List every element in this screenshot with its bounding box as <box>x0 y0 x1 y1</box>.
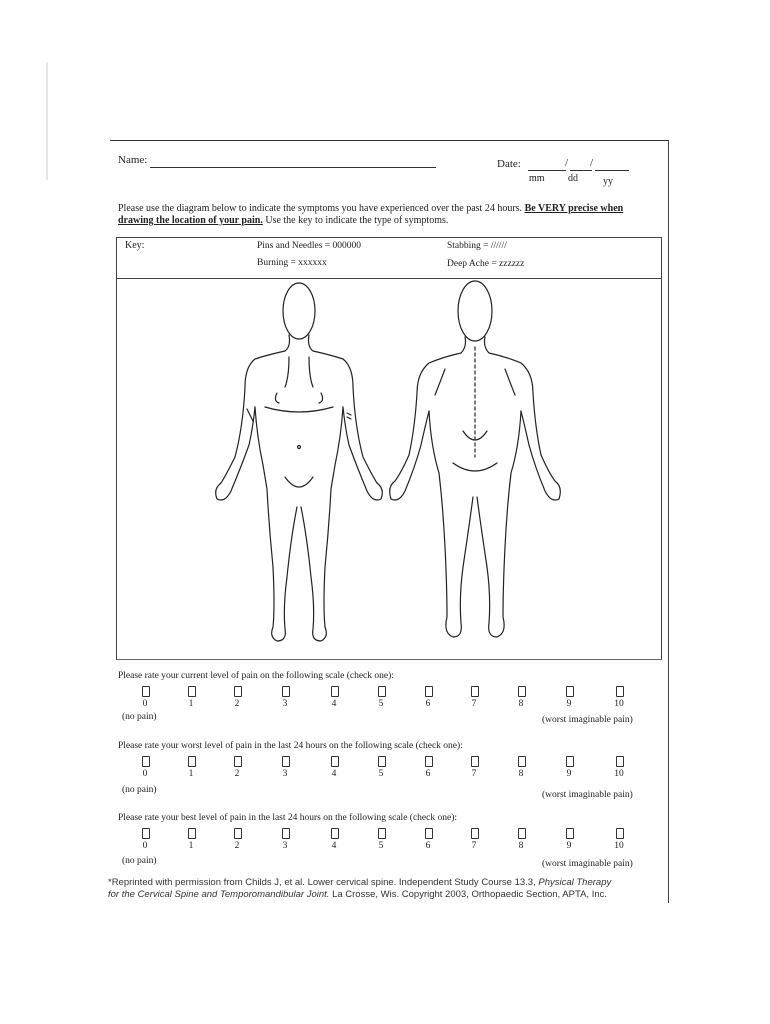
date-yy-label: yy <box>603 176 613 187</box>
scale-high-label: (worst imaginable pain) <box>542 715 633 725</box>
pain-rating-number: 8 <box>518 841 524 851</box>
body-diagram-area[interactable] <box>116 277 662 660</box>
pain-rating-number: 9 <box>566 769 572 779</box>
scale-high-label: (worst imaginable pain) <box>542 859 633 869</box>
pain-rating-number: 7 <box>471 769 477 779</box>
pain-rating-number: 1 <box>188 841 194 851</box>
pain-rating-number: 2 <box>234 841 240 851</box>
pain-rating-checkbox[interactable] <box>282 828 290 839</box>
pain-rating-checkbox[interactable] <box>234 828 242 839</box>
key-label: Key: <box>125 240 145 251</box>
pain-rating-checkbox[interactable] <box>188 828 196 839</box>
date-mm-label: mm <box>529 173 545 184</box>
scan-artifact <box>46 62 48 180</box>
pain-rating-checkbox[interactable] <box>616 828 624 839</box>
date-day-field[interactable] <box>570 170 592 171</box>
pain-rating-number: 7 <box>471 841 477 851</box>
citation-line-1: *Reprinted with permission from Childs J, et al. Lower cervical spine. Independent Study Course 13.3, Physical Therapy <box>108 877 612 888</box>
scale-low-label: (no pain) <box>122 712 157 722</box>
pain-rating-number: 9 <box>566 699 572 709</box>
pain-rating-checkbox[interactable] <box>616 756 624 767</box>
pain-rating-checkbox[interactable] <box>234 756 242 767</box>
pain-rating-checkbox[interactable] <box>471 686 479 697</box>
pain-rating-checkbox[interactable] <box>378 686 386 697</box>
pain-rating-checkbox[interactable] <box>518 686 526 697</box>
pain-rating-checkbox[interactable] <box>378 756 386 767</box>
date-year-field[interactable] <box>595 170 629 171</box>
citation-line-2: for the Cervical Spine and Temporomandibular Joint. La Crosse, Wis. Copyright 2003, Orthopaedic Section, APTA, Inc. <box>108 889 608 900</box>
scale-low-label: (no pain) <box>122 856 157 866</box>
pain-rating-checkbox[interactable] <box>378 828 386 839</box>
pain-rating-number: 10 <box>614 699 624 709</box>
name-field[interactable] <box>150 167 436 168</box>
body-outlines <box>117 277 661 659</box>
pain-rating-number: 0 <box>142 699 148 709</box>
pain-rating-number: 8 <box>518 699 524 709</box>
pain-rating-number: 6 <box>425 841 431 851</box>
date-month-field[interactable] <box>528 170 566 171</box>
scale-high-label: (worst imaginable pain) <box>542 790 633 800</box>
pain-rating-checkbox[interactable] <box>142 686 150 697</box>
pain-rating-number: 6 <box>425 769 431 779</box>
pain-rating-number: 0 <box>142 841 148 851</box>
instructions-line-2: drawing the location of your pain. Use the key to indicate the type of symptoms. <box>118 215 449 226</box>
pain-rating-number: 1 <box>188 769 194 779</box>
pain-rating-checkbox[interactable] <box>331 756 339 767</box>
front-body-figure <box>216 283 383 641</box>
key-burning: Burning = xxxxxx <box>257 258 327 268</box>
pain-rating-number: 10 <box>614 769 624 779</box>
pain-rating-number: 3 <box>282 769 288 779</box>
pain-rating-number: 1 <box>188 699 194 709</box>
pain-rating-checkbox[interactable] <box>425 828 433 839</box>
pain-rating-checkbox[interactable] <box>425 686 433 697</box>
pain-rating-checkbox[interactable] <box>142 756 150 767</box>
pain-rating-number: 3 <box>282 841 288 851</box>
pain-rating-checkbox[interactable] <box>188 756 196 767</box>
pain-rating-number: 6 <box>425 699 431 709</box>
pain-rating-checkbox[interactable] <box>518 756 526 767</box>
pain-rating-number: 5 <box>378 699 384 709</box>
citation-footer <box>108 877 668 901</box>
pain-rating-number: 5 <box>378 769 384 779</box>
pain-rating-checkbox[interactable] <box>566 756 574 767</box>
name-label: Name: <box>118 154 148 166</box>
pain-rating-checkbox[interactable] <box>331 828 339 839</box>
pain-rating-number: 5 <box>378 841 384 851</box>
date-separator: / <box>590 157 594 169</box>
pain-rating-number: 4 <box>331 769 337 779</box>
date-label: Date: <box>497 158 521 170</box>
pain-diagram-form <box>110 140 669 903</box>
pain-rating-checkbox[interactable] <box>616 686 624 697</box>
pain-rating-checkbox[interactable] <box>566 686 574 697</box>
date-separator: / <box>565 157 569 169</box>
scale-prompt: Please rate your worst level of pain in the last 24 hours on the following scale (check one): <box>118 741 463 751</box>
key-deep-ache: Deep Ache = zzzzzz <box>447 259 525 269</box>
pain-rating-checkbox[interactable] <box>142 828 150 839</box>
scale-low-label: (no pain) <box>122 785 157 795</box>
pain-rating-number: 4 <box>331 699 337 709</box>
pain-rating-checkbox[interactable] <box>471 828 479 839</box>
instructions-line-1: Please use the diagram below to indicate the symptoms you have experienced over the past 24 hours. Be VERY precise when <box>118 203 624 214</box>
pain-rating-number: 9 <box>566 841 572 851</box>
pain-rating-number: 2 <box>234 769 240 779</box>
pain-rating-number: 2 <box>234 699 240 709</box>
key-stabbing: Stabbing = ////// <box>447 241 507 251</box>
scale-prompt: Please rate your current level of pain on the following scale (check one): <box>118 671 394 681</box>
pain-rating-checkbox[interactable] <box>566 828 574 839</box>
pain-rating-checkbox[interactable] <box>518 828 526 839</box>
pain-rating-checkbox[interactable] <box>471 756 479 767</box>
date-dd-label: dd <box>568 173 578 184</box>
pain-rating-checkbox[interactable] <box>282 756 290 767</box>
pain-rating-checkbox[interactable] <box>234 686 242 697</box>
pain-rating-checkbox[interactable] <box>282 686 290 697</box>
pain-rating-number: 7 <box>471 699 477 709</box>
pain-rating-checkbox[interactable] <box>425 756 433 767</box>
pain-rating-checkbox[interactable] <box>331 686 339 697</box>
back-body-figure <box>390 281 561 637</box>
scale-prompt: Please rate your best level of pain in the last 24 hours on the following scale (check one): <box>118 813 457 823</box>
key-pins-needles: Pins and Needles = 000000 <box>257 241 362 251</box>
pain-rating-number: 4 <box>331 841 337 851</box>
pain-rating-number: 8 <box>518 769 524 779</box>
pain-rating-number: 0 <box>142 769 148 779</box>
pain-rating-checkbox[interactable] <box>188 686 196 697</box>
pain-rating-number: 3 <box>282 699 288 709</box>
symptom-key <box>116 237 662 279</box>
pain-rating-number: 10 <box>614 841 624 851</box>
